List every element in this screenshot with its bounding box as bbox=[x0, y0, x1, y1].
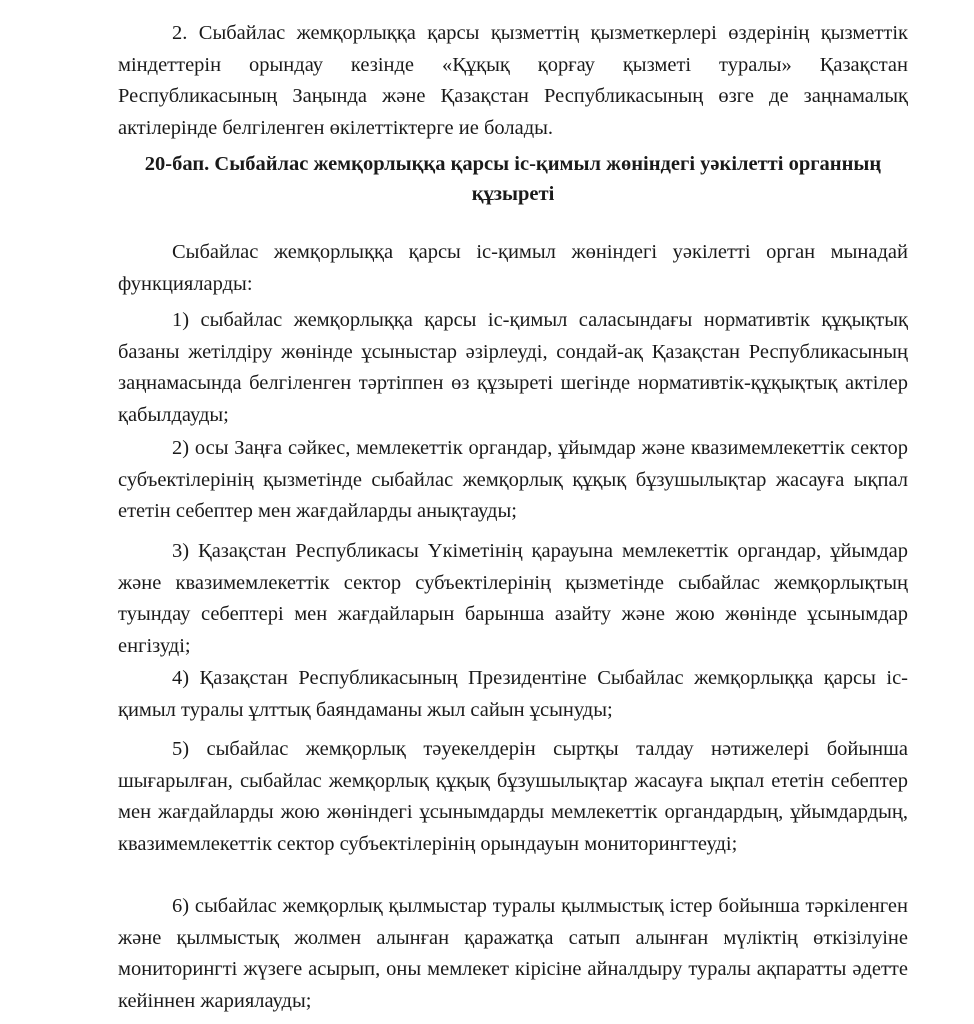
intro-paragraph: Сыбайлас жемқорлыққа қарсы іс-қимыл жөніндегі уәкілетті орган мынадай функцияларды: bbox=[118, 241, 908, 295]
list-item-1: 1) сыбайлас жемқорлыққа қарсы іс-қимыл саласындағы нормативтік құқықтық базаны жетілдіру жөнінде ұсыныстар әзірлеуді, сондай-ақ Қазақстан Республикасының заңнамасында белгіленген тәртіппен өз құзыреті шегінде нормативтік-құқықтық актілер қабылдауды; bbox=[118, 309, 908, 426]
list-item-4: 4) Қазақстан Республикасының Президентіне Сыбайлас жемқорлыққа қарсы іс-қимыл туралы ұлттық баяндаманы жыл сайын ұсынуды; bbox=[118, 667, 908, 721]
list-item-2: 2) осы Заңға сәйкес, мемлекеттік органдар, ұйымдар және квазимемлекеттік сектор субъектілерінің қызметінде сыбайлас жемқорлық құқық бұзушылықтар жасауға ықпал ететін себептер мен жағдайларды анықтауды; bbox=[118, 437, 908, 522]
list-item-5: 5) сыбайлас жемқорлық тәуекелдерін сыртқы талдау нәтижелері бойынша шығарылған, сыбайлас жемқорлық құқық бұзушылықтар жасауға ықпал ететін себептер мен жағдайларды жою жөніндегі ұсынымдарды мемлекеттік органдардың, ұйымдардың, квазимемлекеттік сектор субъектілерінің орындауын мониторингтеуді; bbox=[118, 738, 908, 855]
list-item-6: 6) сыбайлас жемқорлық қылмыстар туралы қылмыстық істер бойынша тәркіленген және қылмыстық жолмен алынған қаражатқа сатып алынған мүліктің өткізілуіне мониторингті жүзеге асырып, оны мемлекет кірісіне айналдыру туралы ақпаратты әдетте кейіннен жариялауды; bbox=[118, 895, 908, 1012]
article-heading: 20-бап. Сыбайлас жемқорлыққа қарсы іс-қимыл жөніндегі уәкілетті органның құзыреті bbox=[144, 153, 882, 205]
list-item-3: 3) Қазақстан Республикасы Үкіметінің қарауына мемлекеттік органдар, ұйымдар және квазимемлекеттік сектор субъектілерінің қызметінде сыбайлас жемқорлықтың туындау себептері мен жағдайларын барынша азайту және жою жөнінде ұсынымдар енгізуді; bbox=[118, 540, 908, 657]
paragraph-2: 2. Сыбайлас жемқорлыққа қарсы қызметтің қызметкерлері өздерінің қызметтік міндеттерін орындау кезінде «Құқық қорғау қызметі туралы» Қазақстан Республикасының Заңында және Қазақстан Республикасының өзге де заңнамалық актілерінде белгіленген өкілеттіктерге ие болады. bbox=[118, 22, 908, 139]
